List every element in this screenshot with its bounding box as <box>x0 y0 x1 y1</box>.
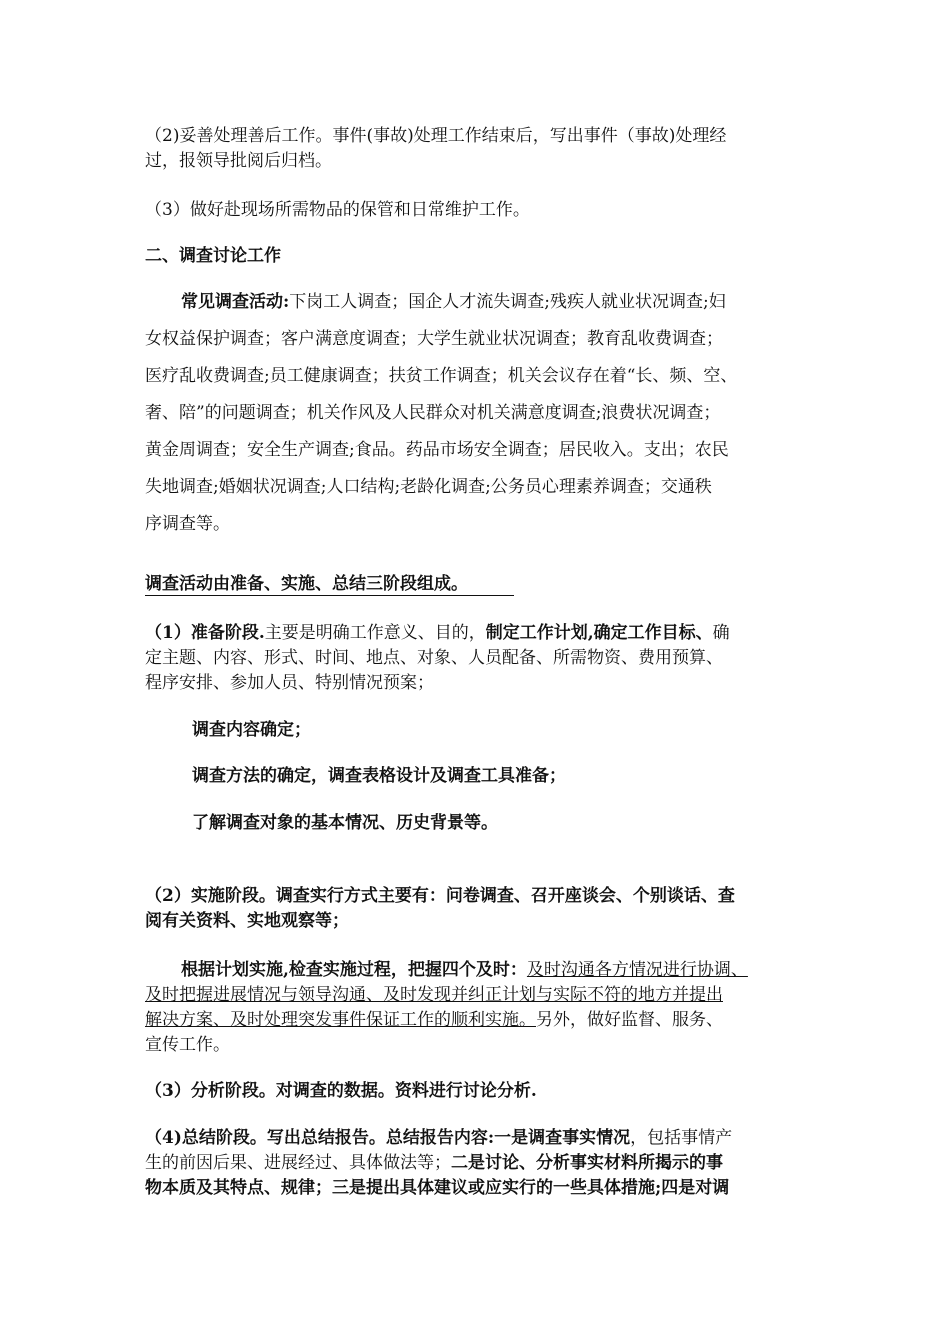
stage1-text-a: 主要是明确工作意义、目的， <box>264 623 486 643</box>
stage4-paragraph <box>145 1126 820 1201</box>
item-2-line2: 过，报领导批阅后归档。 <box>145 151 332 171</box>
stage3-text: （3）分析阶段。对调查的数据。资料进行讨论分析. <box>145 1081 537 1101</box>
stage1-sub1 <box>192 718 792 743</box>
item-3-paragraph <box>145 198 820 223</box>
common-surveys-line2: 女权益保护调查；客户满意度调查；大学生就业状况调查；教育乱收费调查； <box>145 329 723 349</box>
stage2-detail-underlined-2: 及时把握进展情况与领导沟通、及时发现并纠正计划与实际不符的地方并提出 <box>145 985 723 1005</box>
common-surveys-line3: 医疗乱收费调查;员工健康调查；扶贫工作调查；机关会议存在着“长、频、空、 <box>145 366 738 386</box>
section-heading <box>145 244 820 269</box>
stage4-label: （4)总结阶段。写出总结报告。总结报告内容:一是调查事实情况 <box>145 1128 631 1148</box>
stage4-l2-b: 二是讨论、分析事实材料所揭示的事 <box>451 1153 723 1173</box>
stages-heading-text: 调查活动由准备、实施、总结三阶段组成。 <box>145 573 514 596</box>
stage1-text-c: 确 <box>712 623 730 643</box>
stage1-line3: 程序安排、参加人员、特别情况预案； <box>145 673 434 693</box>
common-surveys-line5: 黄金周调查；安全生产调查;食品。药品市场安全调查；居民收入。支出；农民 <box>145 440 729 460</box>
stage1-sub2-text: 调查方法的确定，调查表格设计及调查工具准备； <box>192 766 566 786</box>
stage2-detail-paragraph <box>145 958 820 1058</box>
stage2-paragraph <box>145 884 820 934</box>
stage1-label: （1）准备阶段. <box>145 623 265 643</box>
stage2-detail-tail: 另外，做好监督、服务、 <box>536 1010 723 1030</box>
stage4-l2-a: 生的前因后果、进展经过、具体做法等； <box>145 1153 451 1173</box>
common-surveys-line4: 奢、陪”的问题调查；机关作风及人民群众对机关满意度调查;浪费状况调查； <box>145 403 721 423</box>
stage2-detail-underlined-1: 及时沟通各方情况进行协调、 <box>526 960 748 980</box>
stage1-sub2 <box>192 764 792 789</box>
item-2-line1: （2)妥善处理善后工作。事件(事故)处理工作结束后，写出事件（事故)处理经 <box>145 126 727 146</box>
stage4-l1-tail: ，包括事情产 <box>630 1128 733 1148</box>
stage1-paragraph <box>145 621 820 696</box>
stage1-text-b: 制定工作计划,确定工作目标、 <box>485 623 713 643</box>
common-surveys-paragraph <box>145 284 820 543</box>
common-surveys-line1: 下岗工人调查；国企人才流失调查;残疾人就业状况调查;妇 <box>289 292 726 312</box>
stage4-line3: 物本质及其特点、规律；三是提出具体建议或应实行的一些具体措施;四是对调 <box>145 1178 730 1198</box>
stage1-line2: 定主题、内容、形式、时间、地点、对象、人员配备、所需物资、费用预算、 <box>145 648 723 668</box>
section-heading-text: 二、调查讨论工作 <box>145 246 281 266</box>
stage1-sub3-text: 了解调查对象的基本情况、历史背景等。 <box>192 813 498 833</box>
item-3-text: （3）做好赴现场所需物品的保管和日常维护工作。 <box>145 200 530 220</box>
stage2-detail-bold: 根据计划实施,检查实施过程，把握四个及时： <box>181 960 527 980</box>
stage1-sub1-text: 调查内容确定； <box>192 720 311 740</box>
stage1-sub3 <box>192 811 792 836</box>
item-2-paragraph <box>145 124 820 174</box>
common-surveys-line7: 序调查等。 <box>145 514 230 534</box>
common-surveys-line6: 失地调查;婚姻状况调查;人口结构;老龄化调查;公务员心理素养调查；交通秩 <box>145 477 712 497</box>
stage3-paragraph <box>145 1079 820 1104</box>
stage2-detail-underlined-3: 解决方案、及时处理突发事件保证工作的顺利实施。 <box>145 1010 536 1030</box>
common-surveys-label: 常见调查活动: <box>181 292 290 312</box>
stage2-line2: 阅有关资料、实地观察等； <box>145 911 349 931</box>
stage2-line1: （2）实施阶段。调查实行方式主要有：问卷调查、召开座谈会、个别谈话、查 <box>145 886 735 906</box>
stages-heading <box>145 572 820 597</box>
stage2-detail-line4: 宣传工作。 <box>145 1035 230 1055</box>
